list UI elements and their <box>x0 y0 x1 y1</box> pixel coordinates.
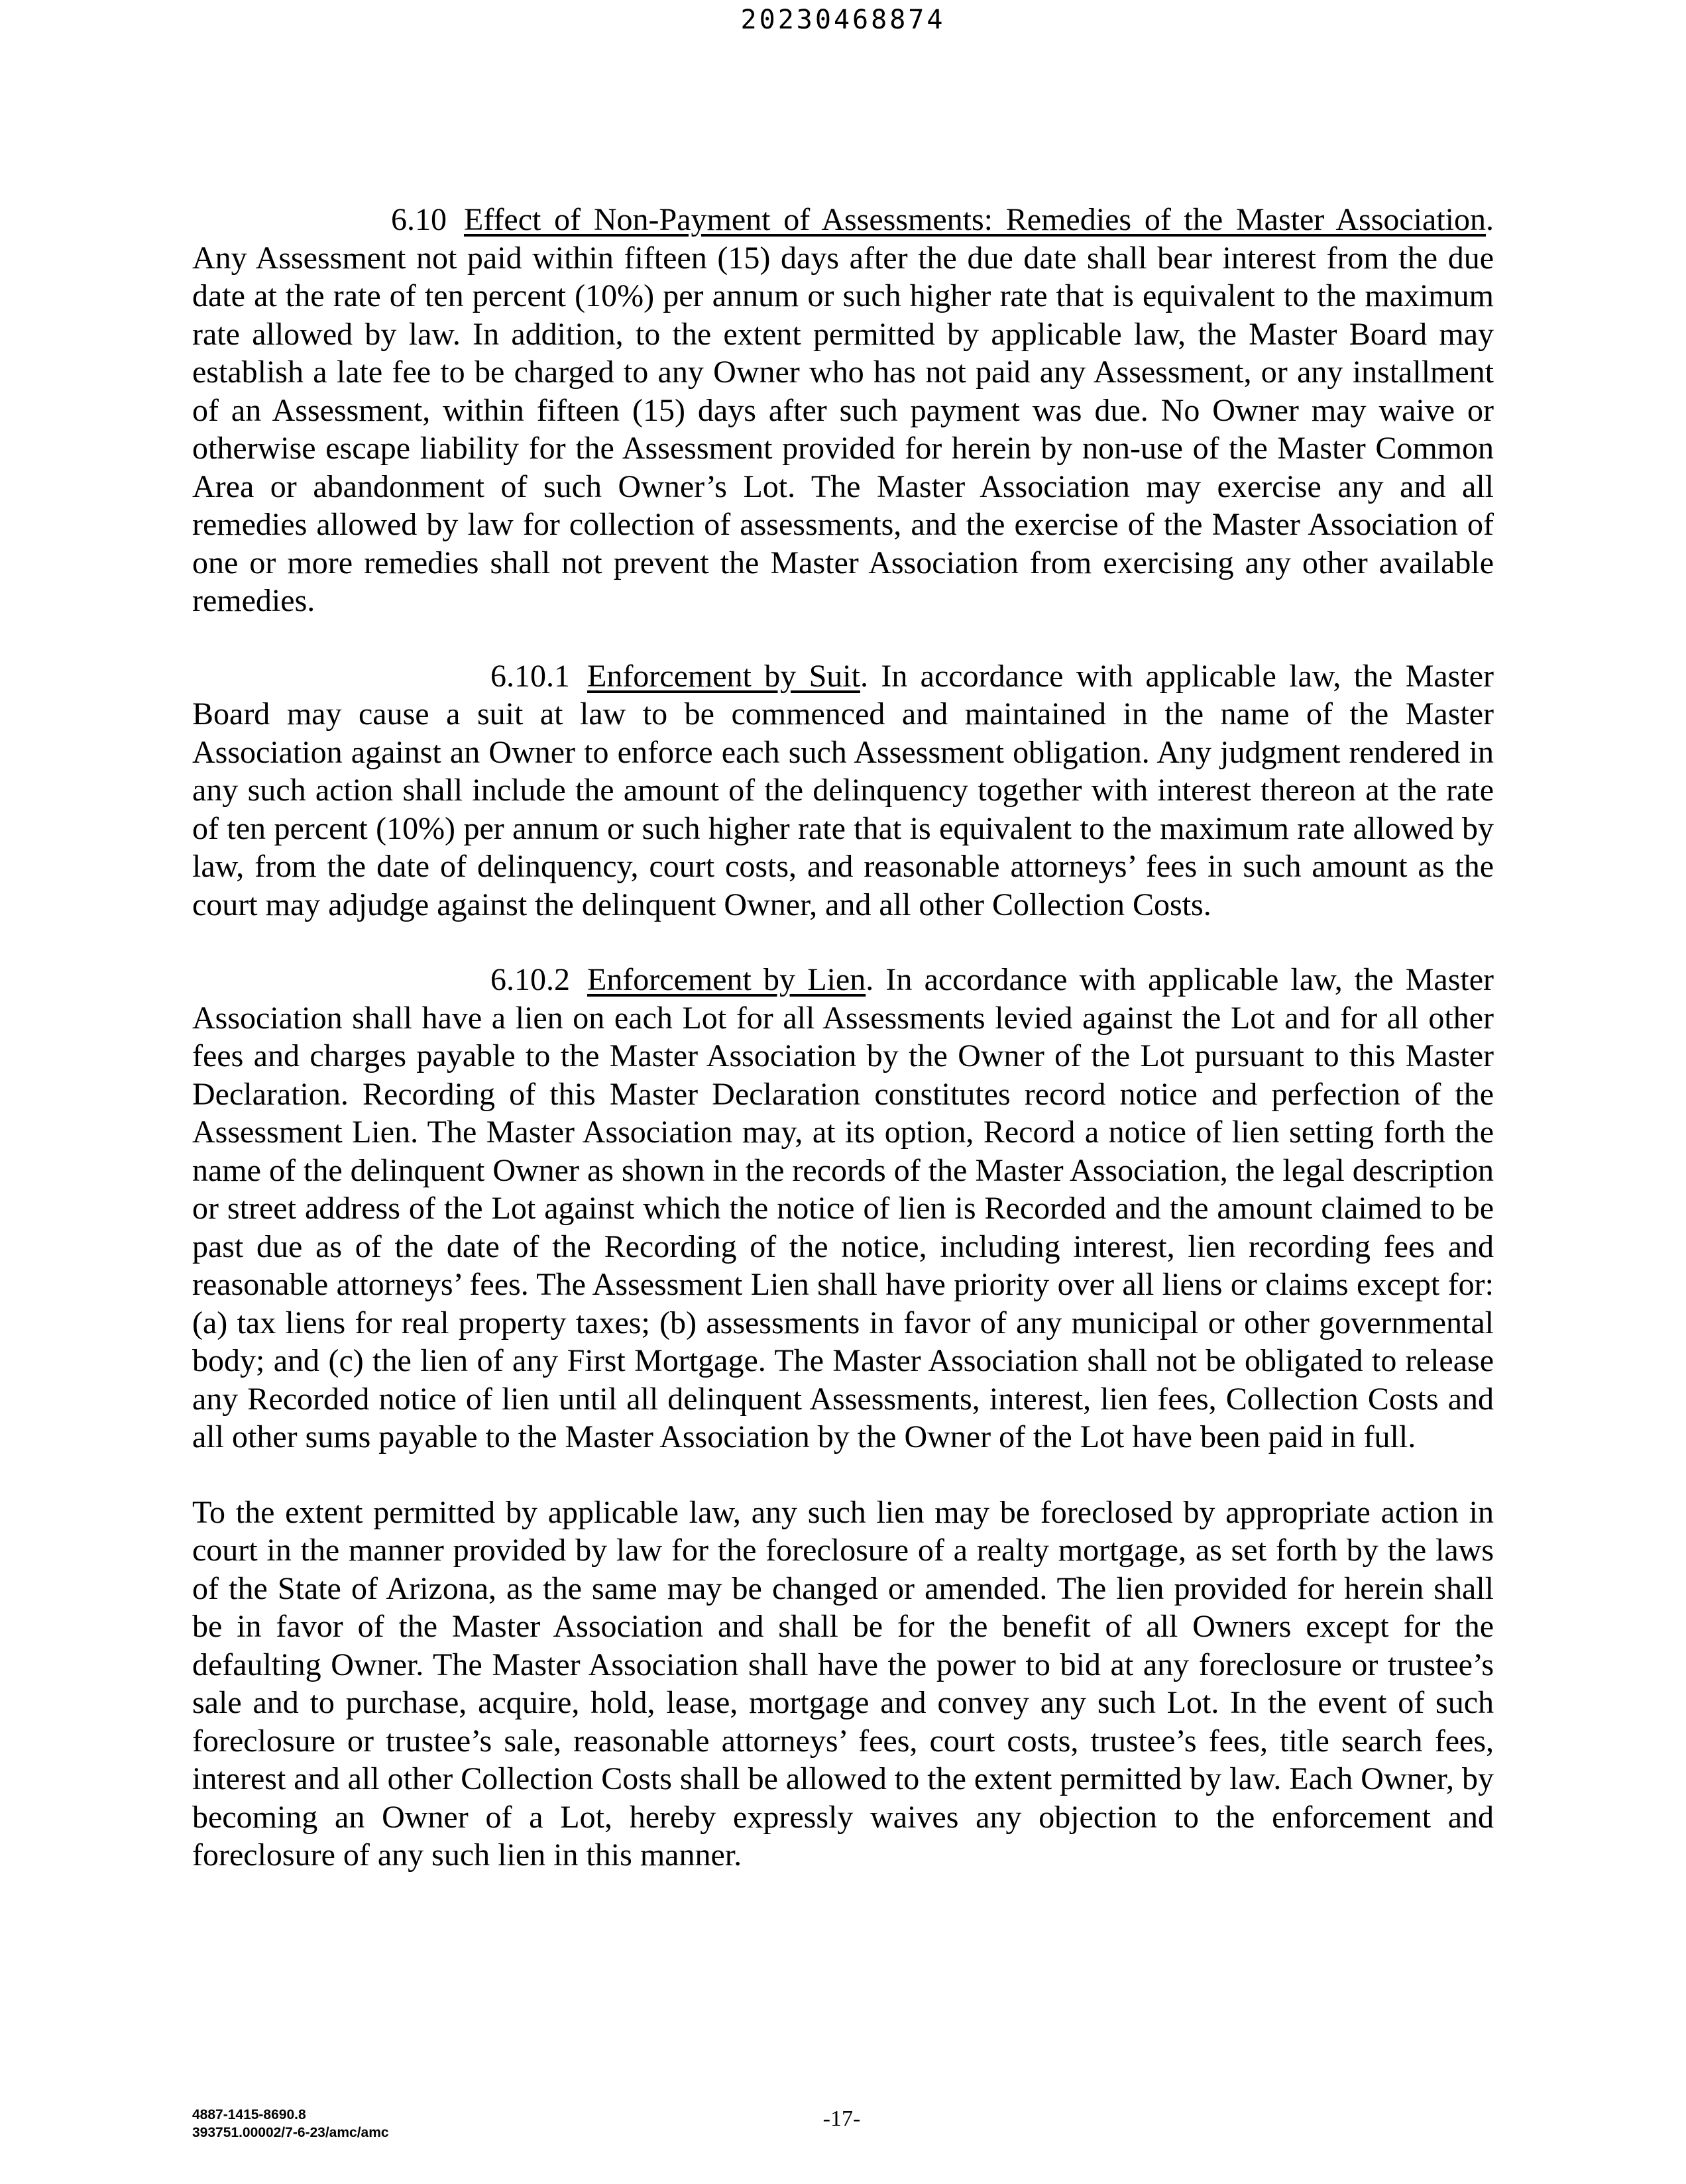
section-text: Any Assessment not paid within fifteen (15) days after the due date shall bear interest from the due date at the rate of ten percent (10%) per annum or such higher rate that is equivalent to the maximum rate allowed by law. In addition, to the extent permitted by applicable law, the Master Board may establish a late fee to be charged to any Owner who has not paid any Assessment, or any installment of an Assessment, within fifteen (15) days after such payment was due. No Owner may waive or otherwise escape liability for the Assessment provided for herein by non-use of the Master Common Area or abandonment of such Owner’s Lot. The Master Association may exercise any and all remedies allowed by law for collection of assessments, and the exercise of the Master Association of one or more remedies shall not prevent the Master Association from exercising any other available remedies. <box>192 240 1494 618</box>
section-6-10-1: 6.10.1 Enforcement by Suit. In accordance with applicable law, the Master Board may cause a suit at law to be commenced and maintained in the name of the Master Association against an Owner to enforce each such Assessment obligation. Any judgment rendered in any such action shall include the amount of the delinquency together with interest thereon at the rate of ten percent (10%) per annum or such higher rate that is equivalent to the maximum rate allowed by law, from the date of delinquency, court costs, and reasonable attorneys’ fees in such amount as the court may adjudge against the delinquent Owner, and all other Collection Costs. <box>192 658 1494 922</box>
section-heading: Effect of Non-Payment of Assessments: Remedies of the Master Association <box>464 202 1486 237</box>
matter-reference: 393751.00002/7-6-23/amc/amc <box>192 2125 389 2140</box>
recording-number: 20230468874 <box>740 5 946 35</box>
section-6-10-2: 6.10.2 Enforcement by Lien. In accordance with applicable law, the Master Association shall have a lien on each Lot for all Assessments levied against the Lot and for all other fees and charges payable to the Master Association by the Owner of the Lot pursuant to this Master Declaration. Recording of this Master Declaration constitutes record notice and perfection of the Assessment Lien. The Master Association may, at its option, Record a notice of lien setting forth the name of the delinquent Owner as shown in the records of the Master Association, the legal description or street address of the Lot against which the notice of lien is Recorded and the amount claimed to be past due as of the date of the Recording of the notice, including interest, lien recording fees and reasonable attorneys’ fees. The Assessment Lien shall have priority over all liens or claims except for: (a) tax liens for real property taxes; (b) assessments in favor of any municipal or other governmental body; and (c) the lien of any First Mortgage. The Master Association shall not be obligated to release any Recorded notice of lien until all delinquent Assessments, interest, lien fees, Collection Costs and all other sums payable to the Master Association by the Owner of the Lot have been paid in full. <box>192 962 1494 1454</box>
document-id: 4887-1415-8690.8 <box>192 2107 306 2122</box>
section-heading: Enforcement by Lien <box>587 962 866 997</box>
section-text: In accordance with applicable law, the Master Board may cause a suit at law to be commenced and maintained in the name of the Master Association against an Owner to enforce each such Assessment obligation. Any judgment rendered in any such action shall include the amount of the delinquency together with interest thereon at the rate of ten percent (10%) per annum or such higher rate that is equivalent to the maximum rate allowed by law, from the date of delinquency, court costs, and reasonable attorneys’ fees in such amount as the court may adjudge against the delinquent Owner, and all other Collection Costs. <box>192 658 1494 922</box>
page-number: -17- <box>822 2106 861 2131</box>
footer-references <box>192 2106 389 2142</box>
section-6-10: 6.10 Effect of Non-Payment of Assessments: Remedies of the Master Association. Any Assessment not paid within fifteen (15) days after the due date shall bear interest from the due date at the rate of ten percent (10%) per annum or such higher rate that is equivalent to the maximum rate allowed by law. In addition, to the extent permitted by applicable law, the Master Board may establish a late fee to be charged to any Owner who has not paid any Assessment, or any installment of an Assessment, within fifteen (15) days after such payment was due. No Owner may waive or otherwise escape liability for the Assessment provided for herein by non-use of the Master Common Area or abandonment of such Owner’s Lot. The Master Association may exercise any and all remedies allowed by law for collection of assessments, and the exercise of the Master Association of one or more remedies shall not prevent the Master Association from exercising any other available remedies. <box>192 202 1494 618</box>
document-body <box>192 201 1494 1875</box>
section-number: 6.10.2 <box>490 962 570 997</box>
section-number: 6.10.1 <box>490 658 570 694</box>
section-text: In accordance with applicable law, the Master Association shall have a lien on each Lot for all Assessments levied against the Lot and for all other fees and charges payable to the Master Association by the Owner of the Lot pursuant to this Master Declaration. Recording of this Master Declaration constitutes record notice and perfection of the Assessment Lien. The Master Association may, at its option, Record a notice of lien setting forth the name of the delinquent Owner as shown in the records of the Master Association, the legal description or street address of the Lot against which the notice of lien is Recorded and the amount claimed to be past due as of the date of the Recording of the notice, including interest, lien recording fees and reasonable attorneys’ fees. The Assessment Lien shall have priority over all liens or claims except for: (a) tax liens for real property taxes; (b) assessments in favor of any municipal or other governmental body; and (c) the lien of any First Mortgage. The Master Association shall not be obligated to release any Recorded notice of lien until all delinquent Assessments, interest, lien fees, Collection Costs and all other sums payable to the Master Association by the Owner of the Lot have been paid in full. <box>192 962 1494 1454</box>
section-heading: Enforcement by Suit <box>587 658 860 694</box>
section-number: 6.10 <box>391 202 447 237</box>
closing-paragraph: To the extent permitted by applicable law, any such lien may be foreclosed by appropriate action in court in the manner provided by law for the foreclosure of a realty mortgage, as set forth by the laws of the State of Arizona, as the same may be changed or amended. The lien provided for herein shall be in favor of the Master Association and shall be for the benefit of all Owners except for the defaulting Owner. The Master Association shall have the power to bid at any foreclosure or trustee’s sale and to purchase, acquire, hold, lease, mortgage and convey any such Lot. In the event of such foreclosure or trustee’s sale, reasonable attorneys’ fees, court costs, trustee’s fees, title search fees, interest and all other Collection Costs shall be allowed to the extent permitted by law. Each Owner, by becoming an Owner of a Lot, hereby expressly waives any objection to the enforcement and foreclosure of any such lien in this manner. <box>192 1494 1494 1873</box>
